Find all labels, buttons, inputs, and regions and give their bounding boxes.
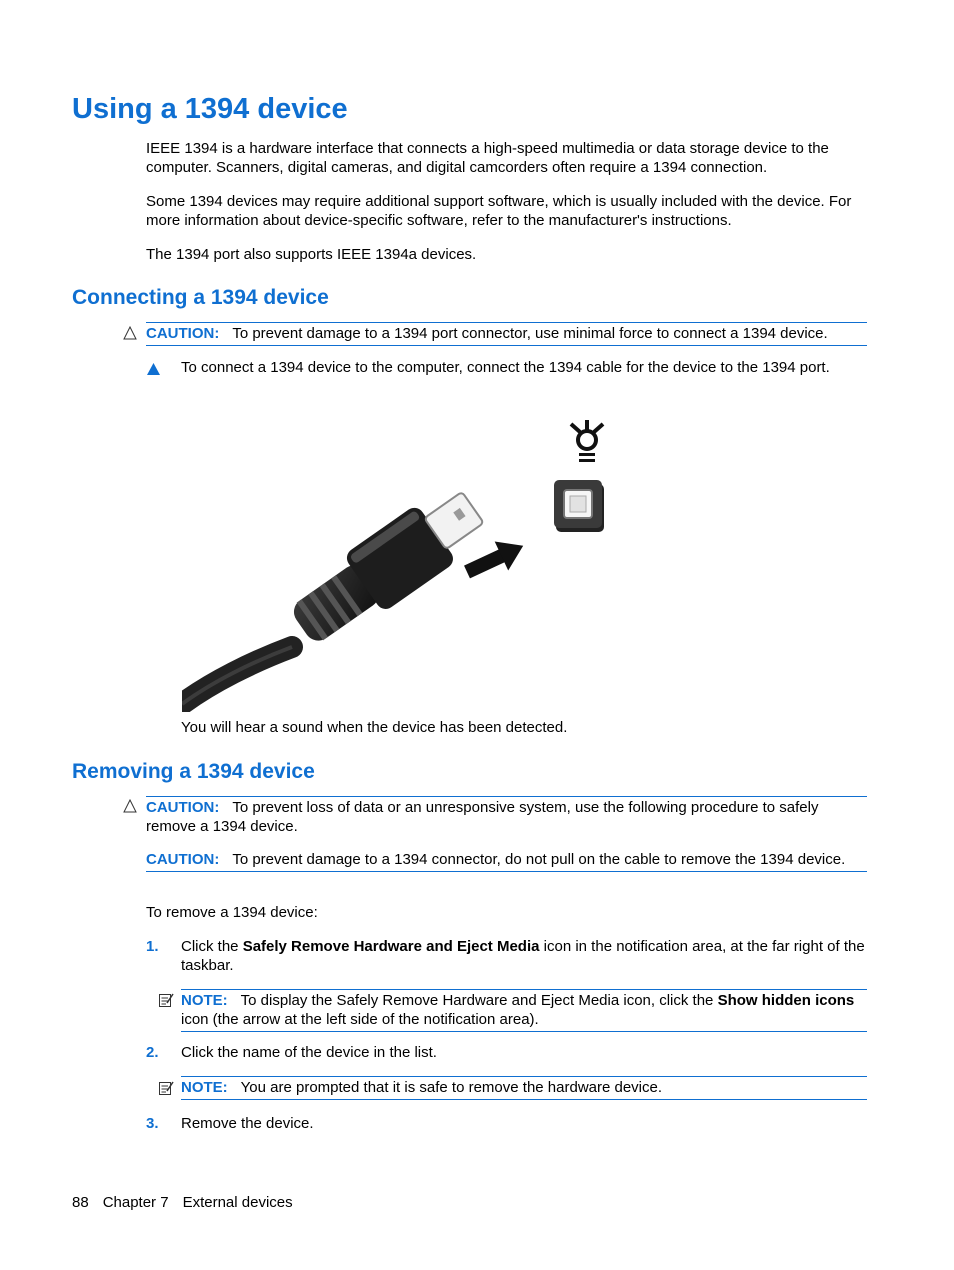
step-bullet-triangle-icon	[146, 362, 161, 376]
firewire-symbol-icon	[571, 420, 603, 462]
caution-text: To prevent damage to a 1394 port connector, use minimal force to connect a 1394 device.	[232, 325, 828, 342]
intro-paragraph-3: The 1394 port also supports IEEE 1394a devices.	[146, 246, 477, 263]
connecting-heading: Connecting a 1394 device	[72, 286, 329, 309]
page-title: Using a 1394 device	[72, 93, 348, 125]
page-number: 88	[72, 1194, 89, 1211]
step-text-part: Click the	[181, 938, 243, 955]
caution-label: CAUTION:	[146, 799, 220, 816]
step-2-text: Click the name of the device in the list.	[181, 1044, 437, 1061]
step-1-text	[181, 937, 871, 975]
note-2	[181, 1076, 867, 1100]
intro-paragraph-1: IEEE 1394 is a hardware interface that connects a high-speed multimedia or data storage device to the computer. Scanners, digital cameras, and digital camcorders often require a 1394 connection.	[146, 140, 829, 176]
note-text: To display the Safely Remove Hardware and Eject Media icon, click the	[240, 992, 718, 1009]
caution-label: CAUTION:	[146, 851, 220, 868]
page-footer	[72, 1193, 307, 1212]
note-text: You are prompted that it is safe to remove the hardware device.	[240, 1079, 663, 1096]
connecting-caution	[146, 322, 867, 346]
connecting-after-text: You will hear a sound when the device has been detected.	[181, 719, 568, 736]
note-label: NOTE:	[181, 992, 228, 1009]
chapter-title: External devices	[182, 1194, 293, 1211]
caution-label: CAUTION:	[146, 325, 220, 342]
step-text-part: icon in the notification area, at the far right of the taskbar.	[181, 938, 865, 974]
note-pencil-icon	[158, 1080, 174, 1096]
note-text: icon (the arrow at the left side of the notification area).	[181, 1011, 539, 1028]
step-number: 2.	[146, 1044, 159, 1061]
intro-paragraph-2: Some 1394 devices may require additional support software, which is usually included with the device. For more information about device-specific software, refer to the manufacturer's instructions.	[146, 193, 852, 229]
removing-caution-1	[146, 796, 867, 838]
note-bold-text: Show hidden icons	[717, 992, 855, 1009]
caution-text: To prevent damage to a 1394 connector, do not pull on the cable to remove the 1394 device.	[232, 851, 846, 868]
note-pencil-icon	[158, 992, 174, 1008]
caution-triangle-icon	[123, 799, 137, 813]
removing-lead: To remove a 1394 device:	[146, 904, 318, 921]
caution-text: To prevent loss of data or an unresponsive system, use the following procedure to safely remove a 1394 device.	[146, 799, 819, 835]
step-3-text: Remove the device.	[181, 1115, 314, 1132]
note-1	[181, 989, 867, 1032]
connecting-step: To connect a 1394 device to the computer, connect the 1394 cable for the device to the 1394 port.	[181, 359, 830, 376]
note-label: NOTE:	[181, 1079, 228, 1096]
removing-heading: Removing a 1394 device	[72, 760, 315, 783]
chapter-label: Chapter 7	[102, 1194, 169, 1211]
step-bold-text: Safely Remove Hardware and Eject Media	[242, 938, 540, 955]
1394-cable-illustration	[182, 412, 622, 712]
step-number: 3.	[146, 1115, 159, 1132]
caution-triangle-icon	[123, 326, 137, 340]
removing-caution-2	[146, 849, 867, 872]
step-number: 1.	[146, 938, 159, 955]
